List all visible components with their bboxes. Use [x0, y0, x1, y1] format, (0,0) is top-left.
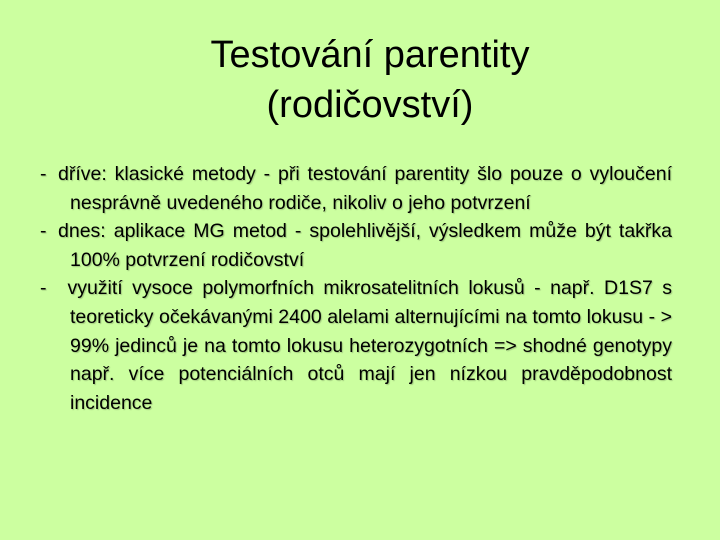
bullet-text: využití vysoce polymorfních mikrosatelitních lokusů - např. D1S7 s teoreticky očekávanými 2400 alelami alternujícími na tomto lokusu - > 99% jedinců je na tomto lokusu heterozygotních => shodné genotypy např. více potenciálních otců mají jen nízkou pravděpodobnost incidence — [58, 277, 672, 414]
bullet-text: aplikace MG metod - spolehlivější, výsledkem může být takřka 100% potvrzení rodičovství — [70, 220, 672, 271]
bullet-term-separator: : — [100, 220, 106, 243]
bullet-dash: - — [40, 163, 47, 185]
bullet-item-today — [40, 217, 672, 274]
bullet-text: klasické metody - při testování parentity šlo pouze o vyloučení nesprávně uvedeného rodiče, nikoliv o jeho potvrzení — [70, 163, 672, 214]
slide-title — [150, 30, 590, 130]
bullet-term-separator: : — [101, 163, 107, 185]
bullet-item-earlier — [40, 160, 672, 217]
bullet-term: dříve — [58, 163, 102, 185]
bullet-dash: - — [40, 277, 47, 300]
title-line-1: Testování parentity — [210, 34, 530, 76]
bullet-term: dnes — [58, 220, 101, 243]
bullet-dash: - — [40, 220, 47, 243]
slide-body — [40, 160, 672, 417]
title-line-2: (rodičovství) — [266, 84, 474, 126]
bullet-item-microsatellites — [40, 274, 672, 417]
